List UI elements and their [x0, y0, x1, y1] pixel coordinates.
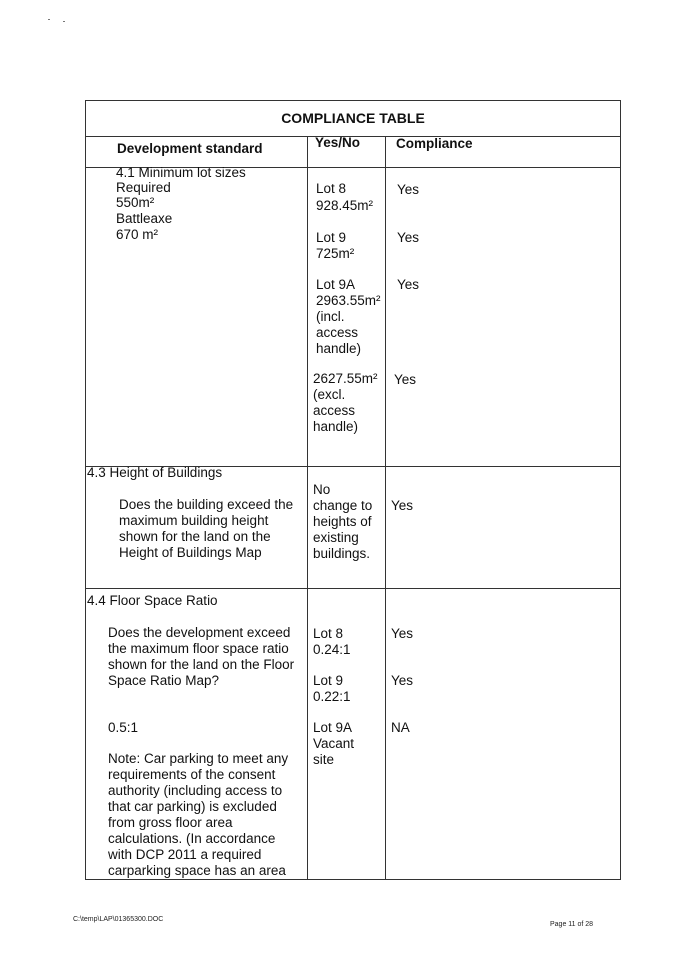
fsr-value: Vacant [313, 736, 355, 751]
standard-question: Does the development exceed [108, 625, 291, 640]
lot-value: (incl. [316, 309, 345, 324]
lot-value: 2627.55m² [313, 371, 378, 386]
standard-question: Height of Buildings Map [119, 545, 262, 560]
fsr-value: site [313, 752, 335, 767]
height-value: No [313, 482, 331, 497]
compliance-value: Yes [397, 182, 420, 197]
note-line: Note: Car parking to meet any [108, 751, 289, 766]
height-value: buildings. [313, 546, 371, 561]
standard-question: shown for the land on the Floor [108, 657, 295, 672]
compliance-value: Yes [397, 277, 420, 292]
column-header-yes-no: Yes/No [315, 135, 361, 150]
standard-question: maximum building height [119, 513, 269, 528]
standard-heading: 4.3 Height of Buildings [87, 465, 223, 480]
standard-line: Battleaxe [116, 211, 173, 226]
fsr-value: Lot 8 [313, 626, 344, 641]
ratio-limit: 0.5:1 [108, 720, 139, 735]
note-line: that car parking) is excluded [108, 799, 277, 814]
fsr-value: 0.24:1 [313, 642, 351, 657]
lot-value: 928.45m² [316, 198, 374, 213]
scan-speck [63, 21, 65, 22]
standard-line: 670 m² [116, 227, 159, 242]
lot-value: handle) [316, 341, 362, 356]
standard-heading: 4.1 Minimum lot sizes [116, 165, 246, 180]
height-value: heights of [313, 514, 372, 529]
standard-heading: 4.4 Floor Space Ratio [87, 593, 218, 608]
fsr-value: Lot 9A [313, 720, 353, 735]
compliance-value: Yes [391, 673, 414, 688]
standard-line: 550m² [116, 195, 155, 210]
standard-line: Required [116, 180, 171, 195]
height-value: existing [313, 530, 359, 545]
compliance-value: Yes [391, 498, 414, 513]
lot-value: (excl. [313, 387, 346, 402]
lot-value: access [313, 403, 356, 418]
compliance-value: Yes [397, 230, 420, 245]
row-divider-2 [85, 588, 621, 589]
lot-value: 2963.55m² [316, 293, 381, 308]
table-title: COMPLIANCE TABLE [281, 110, 425, 126]
lot-value: Lot 9 [316, 230, 347, 245]
column-header-compliance: Compliance [396, 136, 473, 151]
lot-value: Lot 9A [316, 277, 356, 292]
height-value: change to [313, 498, 373, 513]
standard-question: Space Ratio Map? [108, 673, 220, 688]
compliance-value: NA [391, 720, 410, 735]
column-header-standard: Development standard [117, 141, 263, 156]
fsr-value: 0.22:1 [313, 689, 351, 704]
column-divider-2 [385, 137, 386, 880]
lot-value: handle) [313, 419, 359, 434]
column-divider-1 [307, 137, 308, 880]
note-line: with DCP 2011 a required [108, 847, 262, 862]
fsr-value: Lot 9 [313, 673, 344, 688]
standard-question: the maximum floor space ratio [108, 641, 289, 656]
standard-question: shown for the land on the [119, 529, 271, 544]
scan-speck [48, 19, 50, 20]
compliance-value: Yes [394, 372, 417, 387]
lot-value: Lot 8 [316, 181, 347, 196]
compliance-value: Yes [391, 626, 414, 641]
note-line: calculations. (In accordance [108, 831, 276, 846]
lot-value: access [316, 325, 359, 340]
lot-value: 725m² [316, 246, 355, 261]
note-line: carparking space has an area [108, 863, 286, 878]
note-line: requirements of the consent [108, 767, 276, 782]
footer-file-path: C:\temp\LAP\01365300.DOC [73, 916, 164, 923]
note-line: from gross floor area [108, 815, 233, 830]
footer-page-number: Page 11 of 28 [550, 921, 594, 928]
standard-question: Does the building exceed the [119, 497, 294, 512]
note-line: authority (including access to [108, 783, 283, 798]
